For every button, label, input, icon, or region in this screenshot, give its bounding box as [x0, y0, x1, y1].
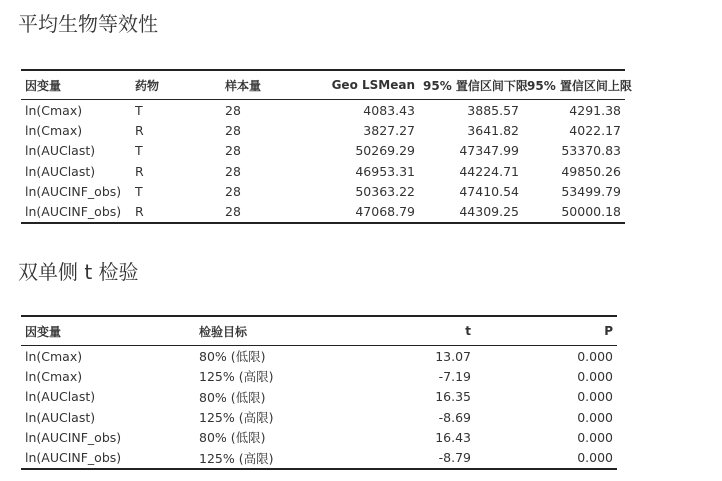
table-row: [21, 181, 625, 201]
cell-p-value: 0.000: [475, 447, 617, 468]
column-header-test-target: 检验目标: [195, 316, 315, 346]
cell-t-value: 13.07: [435, 348, 471, 364]
cell-dependent-variable: ln(AUClast): [25, 143, 96, 159]
table-row: [21, 447, 617, 468]
table-row: [21, 366, 617, 386]
table-row: [21, 161, 625, 181]
cell-p-value: 0.000: [577, 389, 613, 405]
cell-drug: R: [135, 163, 144, 179]
table-row: [21, 346, 617, 367]
column-header-dependent-variable: 因变量: [21, 70, 131, 100]
cell-p-value: 0.000: [577, 348, 613, 364]
cell-drug: T: [135, 102, 143, 118]
table-header-row: [21, 316, 617, 346]
cell-dependent-variable: ln(Cmax): [25, 348, 83, 364]
cell-dependent-variable: ln(Cmax): [25, 368, 83, 384]
cell-test-target: 80% (低限): [199, 430, 266, 446]
cell-dependent-variable: ln(AUClast): [25, 389, 96, 405]
cell-ci-lower: 44309.25: [419, 201, 523, 222]
section-title-two-one-sided-t-test: 双单侧 t 检验: [18, 260, 139, 284]
cell-ci-lower: 47347.99: [459, 143, 519, 159]
cell-t-value: -8.79: [315, 447, 475, 468]
cell-p-value: 0.000: [577, 368, 613, 384]
cell-drug: R: [131, 201, 221, 222]
two-one-sided-t-test-table: [21, 315, 617, 470]
cell-ci-upper: 50000.18: [523, 201, 625, 222]
cell-ci-lower: 3885.57: [467, 102, 519, 118]
cell-ci-lower: 44224.71: [459, 163, 519, 179]
table-header-row: [21, 70, 625, 100]
cell-ci-upper: 4291.38: [569, 102, 621, 118]
cell-sample-size: 28: [225, 143, 241, 159]
column-header-t: t: [315, 316, 475, 346]
cell-sample-size: 28: [225, 183, 241, 199]
cell-geo-lsmean: 50269.29: [355, 143, 415, 159]
cell-drug: R: [135, 122, 144, 138]
cell-sample-size: 28: [221, 201, 311, 222]
cell-ci-upper: 49850.26: [561, 163, 621, 179]
column-header-sample-size: 样本量: [221, 70, 311, 100]
cell-ci-upper: 53370.83: [561, 143, 621, 159]
column-header-p: P: [475, 316, 617, 346]
cell-test-target: 125% (高限): [195, 447, 315, 468]
cell-dependent-variable: ln(AUCINF_obs): [25, 429, 122, 445]
column-header-ci-lower: 95% 置信区间下限: [419, 70, 523, 100]
cell-p-value: 0.000: [577, 409, 613, 425]
table-row: [21, 407, 617, 427]
cell-sample-size: 28: [225, 163, 241, 179]
cell-dependent-variable: ln(AUClast): [25, 409, 96, 425]
cell-t-value: -8.69: [438, 409, 471, 425]
cell-drug: T: [135, 183, 143, 199]
table-row: [21, 427, 617, 447]
column-header-geo-lsmean: Geo LSMean: [311, 70, 419, 100]
cell-dependent-variable: ln(AUCINF_obs): [25, 183, 122, 199]
cell-drug: T: [135, 143, 143, 159]
cell-dependent-variable: ln(Cmax): [25, 122, 83, 138]
cell-geo-lsmean: 3827.27: [363, 122, 415, 138]
cell-ci-lower: 3641.82: [467, 122, 519, 138]
cell-dependent-variable: ln(AUClast): [25, 163, 96, 179]
cell-t-value: -7.19: [438, 368, 471, 384]
cell-dependent-variable: ln(Cmax): [25, 102, 83, 118]
cell-test-target: 125% (高限): [199, 410, 274, 426]
cell-test-target: 80% (低限): [199, 389, 266, 405]
average-bioequivalence-table: [21, 69, 632, 224]
column-header-drug: 药物: [131, 70, 221, 100]
table-row: [21, 100, 625, 121]
cell-test-target: 80% (低限): [199, 349, 266, 365]
cell-ci-upper: 53499.79: [561, 183, 621, 199]
cell-t-value: 16.35: [435, 389, 471, 405]
cell-geo-lsmean: 46953.31: [355, 163, 415, 179]
table-row: [21, 120, 625, 140]
column-header-ci-upper: 95% 置信区间上限: [523, 70, 625, 100]
cell-sample-size: 28: [225, 102, 241, 118]
section-title-average-bioequivalence: 平均生物等效性: [18, 12, 158, 36]
column-header-dependent-variable: 因变量: [21, 316, 195, 346]
cell-dependent-variable: ln(AUCINF_obs): [21, 201, 131, 222]
table-row: [21, 141, 625, 161]
cell-dependent-variable: ln(AUCINF_obs): [21, 447, 195, 468]
cell-p-value: 0.000: [577, 429, 613, 445]
cell-geo-lsmean: 50363.22: [355, 183, 415, 199]
cell-ci-lower: 47410.54: [459, 183, 519, 199]
cell-test-target: 125% (高限): [199, 369, 274, 385]
cell-t-value: 16.43: [435, 429, 471, 445]
table-row: [21, 387, 617, 407]
cell-sample-size: 28: [225, 122, 241, 138]
cell-ci-upper: 4022.17: [569, 122, 621, 138]
table-row: [21, 201, 625, 222]
cell-geo-lsmean: 4083.43: [363, 102, 415, 118]
cell-geo-lsmean: 47068.79: [311, 201, 419, 222]
